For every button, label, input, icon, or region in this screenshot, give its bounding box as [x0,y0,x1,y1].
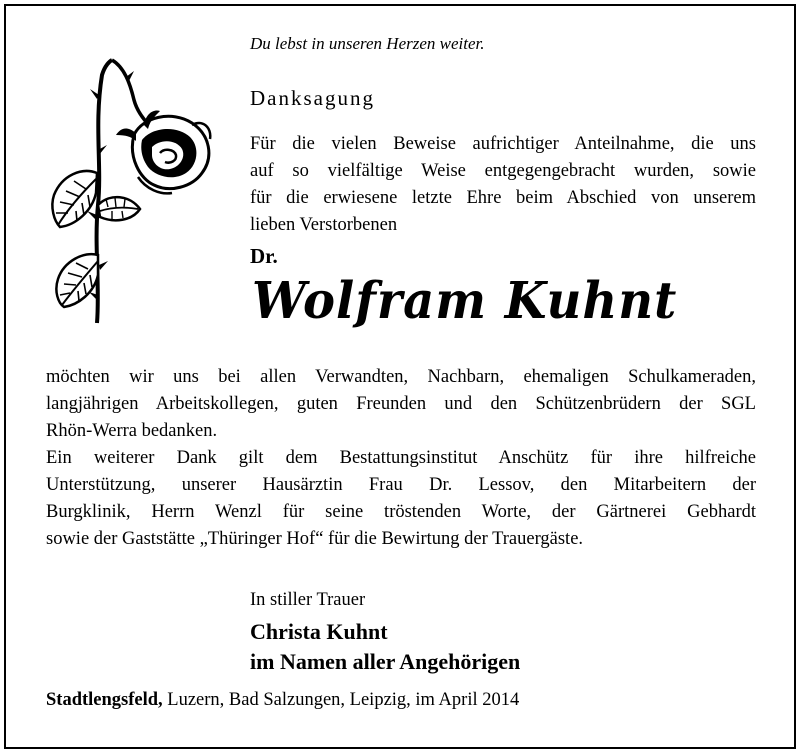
body-line: langjährigen Arbeitskollegen, guten Freunden und den Schützenbrüdern der SGL [46,394,756,414]
body-paragraph [46,364,756,553]
body-line: Unterstützung, unserer Hausärztin Frau Dr. Lessov, den Mitarbeitern der [46,475,756,495]
intro-line: Für die vielen Beweise aufrichtiger Anteilnahme, die uns [250,134,756,154]
intro-line: für die erwiesene letzte Ehre beim Abschied von unserem [250,188,756,208]
body-line: möchten wir uns bei allen Verwandten, Nachbarn, ehemaligen Schulkameraden, [46,367,756,387]
place-rest: Luzern, Bad Salzungen, Leipzig, im April 2014 [162,690,520,710]
intro-line: lieben Verstorbenen [250,215,398,235]
deceased-name: Wolfram Kuhnt [252,272,678,331]
places-date [46,690,519,711]
body-line: Ein weiterer Dank gilt dem Bestattungsinstitut Anschütz für ihre hilfreiche [46,448,756,468]
body-line: Rhön-Werra bedanken. [46,421,218,441]
signer-name: Christa Kuhnt [250,619,388,644]
body-line: sowie der Gaststätte „Thüringer Hof“ für die Bewirtung der Trauergäste. [46,529,584,549]
place-main: Stadtlengsfeld, [46,690,163,710]
signer-block [250,617,520,677]
body-line: Burgklinik, Herrn Wenzl für seine tröstenden Worte, der Gärtnerei Gebhardt [46,502,756,522]
heading: Danksagung [250,86,375,110]
intro-line: auf so vielfältige Weise entgegengebracht wurden, sowie [250,161,756,181]
signer-note: im Namen aller Angehörigen [250,649,521,674]
intro-paragraph [250,131,756,239]
motto: Du lebst in unseren Herzen weiter. [250,34,485,53]
wilted-rose-icon [42,55,222,330]
closing-phrase: In stiller Trauer [250,590,366,610]
academic-title: Dr. [250,244,278,268]
